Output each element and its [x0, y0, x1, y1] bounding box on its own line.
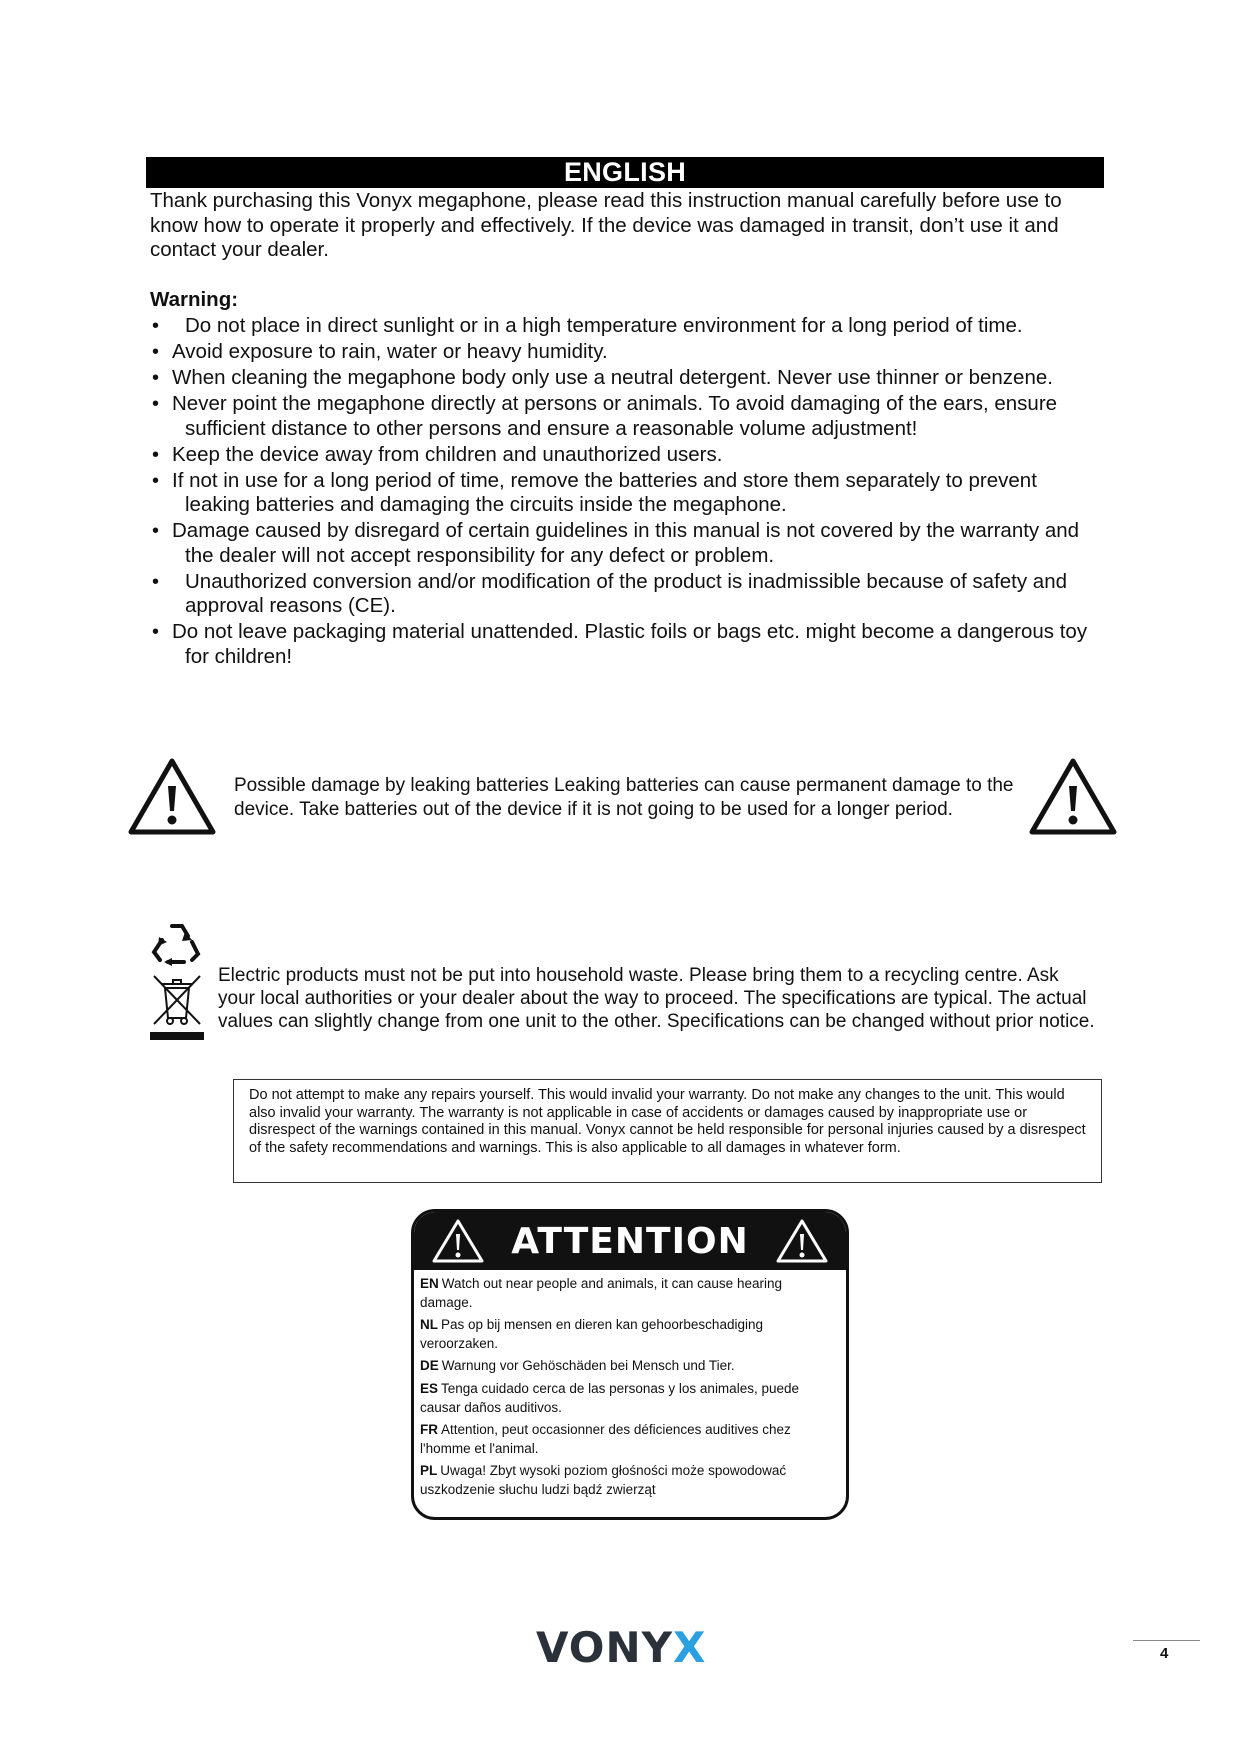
logo-text: VONYX — [536, 1623, 707, 1670]
warning-heading: Warning: — [150, 288, 239, 311]
intro-paragraph: Thank purchasing this Vonyx megaphone, please read this instruction manual carefully before use to know how to operate it properly and effectively. If the device was damaged in transit, don’t use it and contact your dealer. — [150, 189, 1062, 261]
vonyx-logo — [536, 1622, 716, 1670]
warning-item — [150, 314, 1090, 339]
attention-line-text: Warnung vor Gehöschäden bei Mensch und Tier. — [441, 1358, 735, 1374]
section-header-english: ENGLISH — [146, 157, 1104, 188]
footer-rule — [1133, 1640, 1200, 1641]
page-number: 4 — [1160, 1645, 1169, 1662]
language-code: PL — [420, 1463, 438, 1479]
language-code: DE — [420, 1358, 439, 1374]
attention-line-pl — [420, 1462, 836, 1499]
attention-header — [414, 1212, 846, 1270]
attention-line-nl — [420, 1316, 836, 1353]
warning-triangle-icon — [775, 1217, 829, 1265]
warning-item — [150, 443, 1090, 468]
attention-line-text: Watch out near people and animals, it can cause hearing damage. — [420, 1276, 782, 1310]
attention-line-text: Uwaga! Zbyt wysoki poziom głośności może spowodować uszkodzenie słuchu ludzi bądź zwierząt — [420, 1463, 787, 1497]
warning-item — [150, 519, 1090, 568]
battery-warning-text: Possible damage by leaking batteries Leaking batteries can cause permanent damage to the device. Take batteries out of the device if it is not going to be used for a longer period. — [234, 775, 1014, 820]
warning-item-text: Unauthorized conversion and/or modification of the product is inadmissible because of safety and approval reasons (CE). — [185, 569, 1068, 617]
warning-item-text: Do not leave packaging material unattended. Plastic foils or bags etc. might become a dangerous toy for children! — [172, 620, 1088, 668]
warning-item-text: Avoid exposure to rain, water or heavy humidity. — [172, 340, 608, 363]
attention-title: ATTENTION — [511, 1220, 749, 1262]
warning-item-text: If not in use for a long period of time, remove the batteries and store them separately to prevent leaking batteries and damaging the circuits inside the megaphone. — [172, 468, 1037, 516]
warning-item — [150, 620, 1090, 669]
warning-item — [150, 340, 1090, 365]
warning-item — [150, 392, 1090, 441]
language-code: FR — [420, 1422, 438, 1438]
warning-item-text: Keep the device away from children and unauthorized users. — [172, 442, 723, 466]
attention-label — [411, 1209, 849, 1520]
warning-item-text: When cleaning the megaphone body only use a neutral detergent. Never use thinner or benzene. — [172, 366, 1053, 389]
attention-line-fr — [420, 1421, 836, 1458]
warning-triangle-icon — [1028, 756, 1118, 836]
warning-list — [150, 314, 1090, 671]
warning-item-text: Damage caused by disregard of certain guidelines in this manual is not covered by the warranty and the dealer will not accept responsibility for any defect or problem. — [172, 519, 1080, 567]
weee-disposal-text: Electric products must not be put into household waste. Please bring them to a recycling centre. Ask your local authorities or your dealer about the way to proceed. The specifications are typical. The actual values can slightly change from one unit to the other. Specifications can be changed without prior notice. — [218, 965, 1095, 1032]
warning-item-text: Never point the megaphone directly at persons or animals. To avoid damaging of the ears, ensure sufficient distance to other persons and ensure a reasonable volume adjustment! — [172, 392, 1058, 440]
attention-line-text: Attention, peut occasionner des déficiences auditives chez l'homme et l'animal. — [420, 1422, 791, 1456]
attention-body — [414, 1270, 846, 1500]
warning-triangle-icon — [127, 756, 217, 836]
attention-line-text: Tenga cuidado cerca de las personas y los animales, puede causar daños auditivos. — [420, 1380, 799, 1415]
repair-disclaimer-box: Do not attempt to make any repairs yourself. This would invalid your warranty. Do not make any changes to the unit. This would also invalid your warranty. The warranty is not applicable in case of accidents or damages caused by inappropriate use or disrespect of the warnings contained in this manual. Vonyx cannot be held responsible for personal injuries caused by a disrespect of the safety recommendations and warnings. This is also applicable to all damages in whatever form. — [233, 1079, 1102, 1183]
warning-item-text: Do not place in direct sunlight or in a high temperature environment for a long period of time. — [185, 314, 1023, 337]
attention-line-text: Pas op bij mensen en dieren kan gehoorbeschadiging veroorzaken. — [420, 1317, 763, 1351]
recycle-weee-icon — [148, 920, 206, 1046]
attention-line-en — [420, 1275, 836, 1312]
attention-line-es — [420, 1380, 836, 1417]
warning-item — [150, 366, 1090, 391]
warning-triangle-icon — [431, 1217, 485, 1265]
language-code: EN — [420, 1276, 439, 1291]
warning-item — [150, 570, 1090, 619]
language-code: NL — [420, 1317, 438, 1333]
warning-item — [150, 469, 1090, 518]
language-code: ES — [420, 1380, 439, 1396]
attention-line-de — [420, 1357, 836, 1376]
